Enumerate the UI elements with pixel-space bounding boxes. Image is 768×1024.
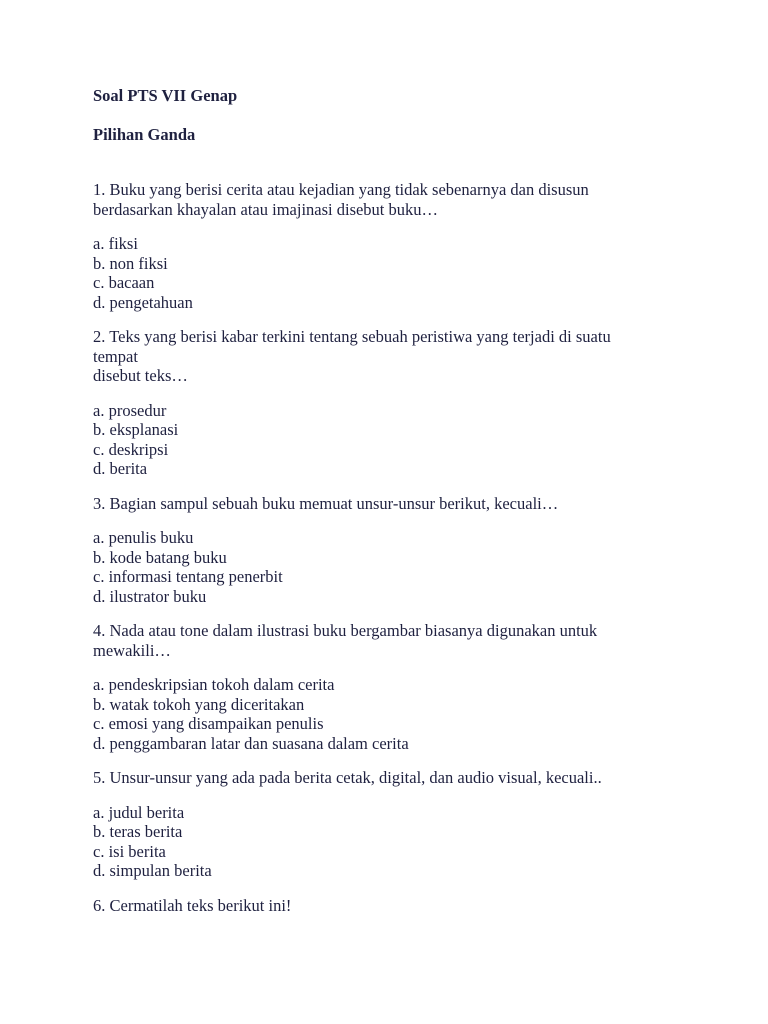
answer-option: b. teras berita (93, 822, 183, 841)
answer-option: b. non fiksi (93, 253, 168, 273)
answer-option: d. pengetahuan (93, 292, 193, 312)
answer-option: a. judul berita (93, 802, 185, 822)
section-title: Pilihan Ganda (93, 125, 196, 144)
answer-option: d. ilustrator buku (93, 586, 207, 606)
question-list (93, 180, 673, 915)
answer-options (93, 234, 673, 312)
question-4 (93, 621, 673, 753)
question-2 (93, 327, 673, 479)
answer-option: a. fiksi (93, 234, 138, 253)
question-1 (93, 180, 673, 312)
answer-option: d. berita (93, 459, 148, 478)
answer-option: c. isi berita (93, 841, 166, 861)
question-3 (93, 494, 673, 607)
answer-options (93, 675, 673, 753)
answer-option: c. bacaan (93, 273, 155, 292)
answer-options (93, 401, 673, 479)
question-text: 6. Cermatilah teks berikut ini! (93, 895, 292, 915)
answer-option: d. penggambaran latar dan suasana dalam cerita (93, 733, 409, 753)
answer-options (93, 528, 673, 606)
answer-option: a. pendeskripsian tokoh dalam cerita (93, 675, 335, 694)
document-page (93, 86, 673, 930)
answer-option: b. eksplanasi (93, 420, 179, 439)
answer-option: a. prosedur (93, 400, 167, 420)
question-text: 5. Unsur-unsur yang ada pada berita cetak, digital, dan audio visual, kecuali.. (93, 768, 602, 787)
question-text: 4. Nada atau tone dalam ilustrasi buku bergambar biasanya digunakan untuk mewakili… (93, 621, 598, 660)
document-title: Soal PTS VII Genap (93, 86, 238, 105)
answer-option: c. emosi yang disampaikan penulis (93, 714, 324, 733)
answer-option: c. informasi tentang penerbit (93, 567, 283, 586)
question-text: 1. Buku yang berisi cerita atau kejadian yang tidak sebenarnya dan disusun berdasarkan khayalan atau imajinasi disebut buku… (93, 180, 589, 219)
answer-option: b. kode batang buku (93, 547, 227, 567)
question-6 (93, 896, 673, 916)
answer-options (93, 803, 673, 881)
answer-option: d. simpulan berita (93, 861, 212, 880)
answer-option: a. penulis buku (93, 528, 194, 547)
question-5 (93, 768, 673, 881)
answer-option: c. deskripsi (93, 439, 169, 459)
question-text: 3. Bagian sampul sebuah buku memuat unsur-unsur berikut, kecuali… (93, 493, 559, 513)
answer-option: b. watak tokoh yang diceritakan (93, 694, 305, 714)
question-text: 2. Teks yang berisi kabar terkini tentang sebuah peristiwa yang terjadi di suatu tempat disebut teks… (93, 327, 611, 385)
